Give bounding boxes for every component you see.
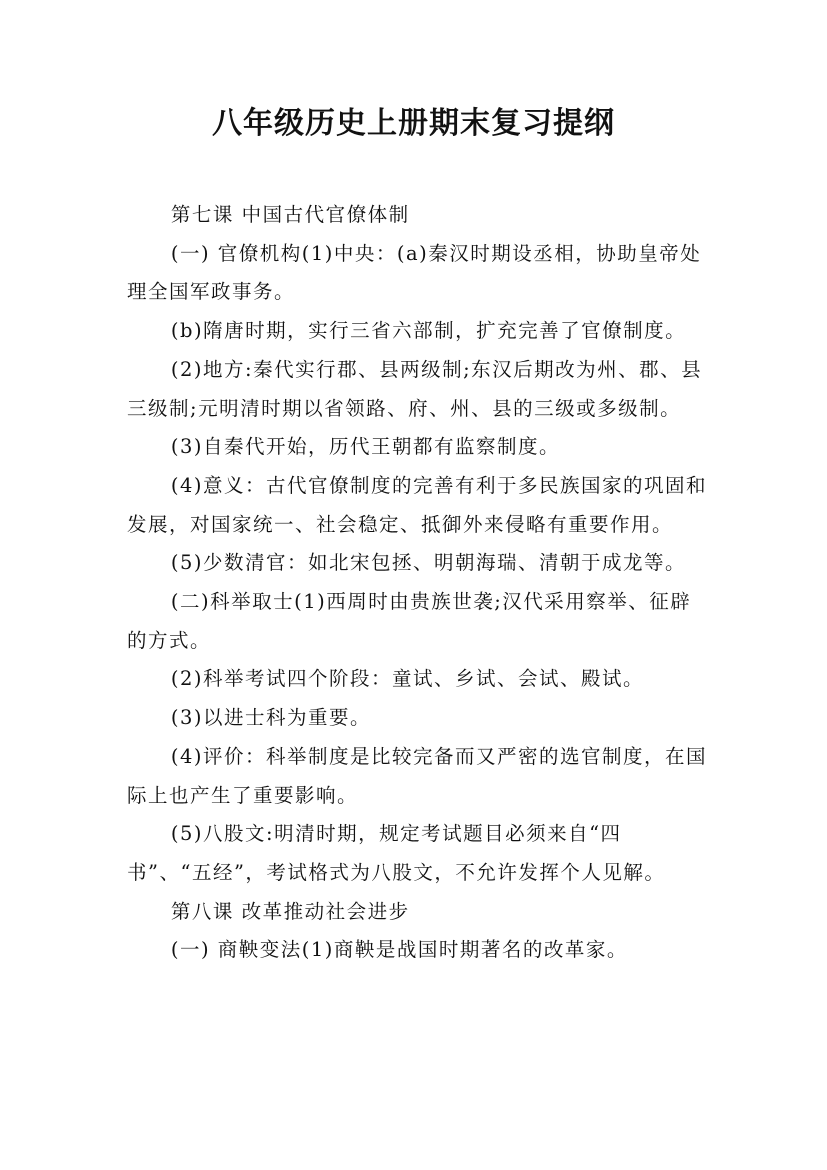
- paragraph: (5)八股文:明清时期，规定考试题目必须来自“四书”、“五经”，考试格式为八股文，不允许发挥个人见解。: [127, 822, 666, 884]
- document-title: 八年级历史上册期末复习提纲: [212, 106, 615, 141]
- paragraph: (一) 官僚机构(1)中央：(a)秦汉时期设丞相，协助皇帝处理全国军政事务。: [127, 241, 702, 304]
- lesson-heading: 第七课 中国古代官僚体制: [170, 203, 410, 226]
- paragraph: (3)自秦代开始，历代王朝都有监察制度。: [170, 435, 560, 459]
- paragraph: (2)地方:秦代实行郡、县两级制;东汉后期改为州、郡、县三级制;元明清时期以省领路、府、州、县的三级或多级制。: [127, 357, 703, 420]
- document-body: [127, 196, 707, 970]
- paragraph: (一) 商鞅变法(1)商鞅是战国时期著名的改革家。: [170, 938, 628, 962]
- paragraph: (3)以进士科为重要。: [170, 706, 371, 730]
- paragraph: (4)意义：古代官僚制度的完善有利于多民族国家的巩固和发展，对国家统一、社会稳定、抵御外来侵略有重要作用。: [127, 473, 707, 536]
- paragraph: (2)科举考试四个阶段：童试、乡试、会试、殿试。: [170, 667, 644, 691]
- paragraph: (5)少数清官：如北宋包拯、明朝海瑞、清朝于成龙等。: [170, 551, 686, 575]
- paragraph: (b)隋唐时期，实行三省六部制，扩充完善了官僚制度。: [170, 319, 687, 343]
- paragraph: (二)科举取士(1)西周时由贵族世袭;汉代采用察举、征辟的方式。: [127, 590, 692, 652]
- lesson-heading: 第八课 改革推动社会进步: [170, 899, 410, 923]
- paragraph: (4)评价：科举制度是比较完备而又严密的选官制度，在国际上也产生了重要影响。: [127, 744, 707, 807]
